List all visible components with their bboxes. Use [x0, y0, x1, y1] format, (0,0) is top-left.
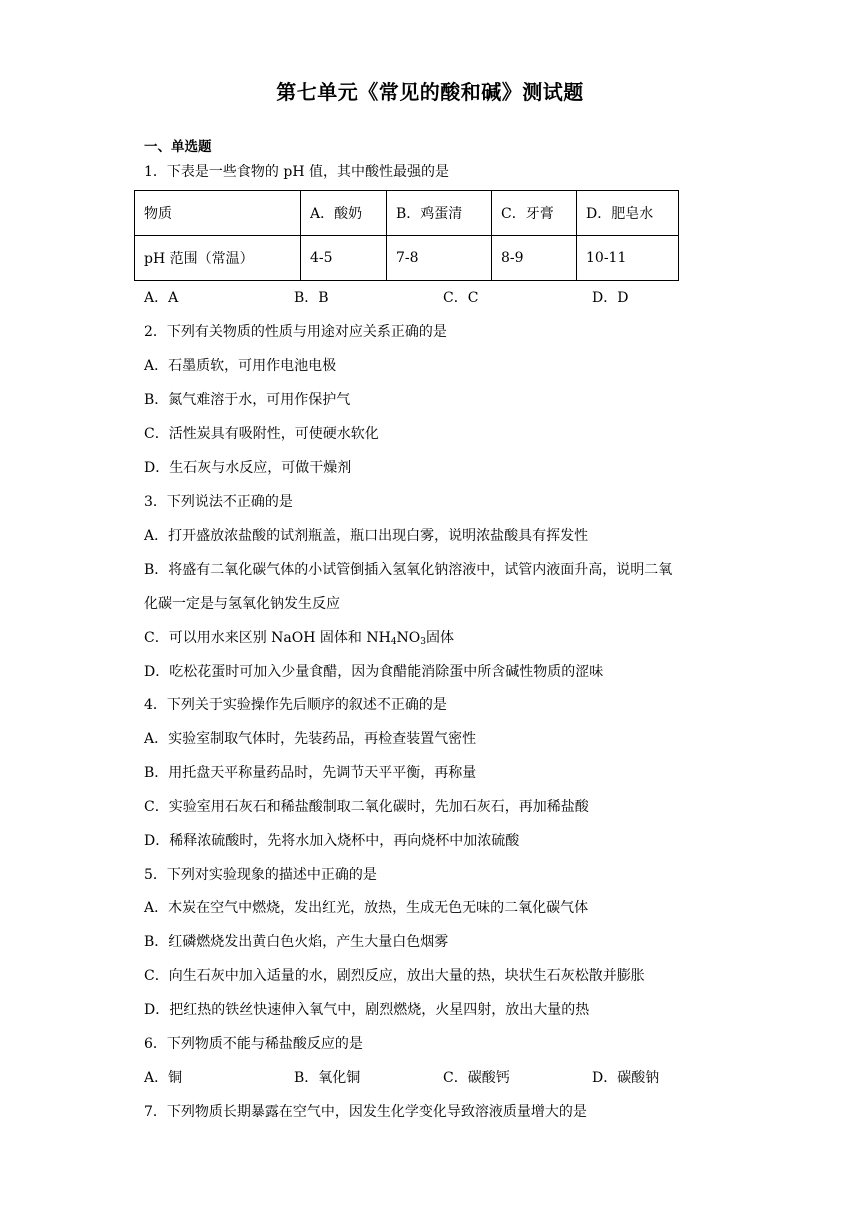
- question-4-stem: 4．下列关于实验操作先后顺序的叙述不正确的是: [144, 697, 447, 713]
- option-b: B．用托盘天平称量药品时，先调节天平平衡，再称量: [144, 765, 477, 781]
- option-c: C．向生石灰中加入适量的水，剧烈反应，放出大量的热，块状生石灰松散并膨胀: [144, 968, 645, 984]
- option-c: C．活性炭具有吸附性，可使硬水软化: [144, 426, 379, 442]
- option-c-text: NO: [396, 630, 421, 646]
- table-cell: B．鸡蛋清: [387, 191, 492, 236]
- question-1-options: [144, 289, 628, 307]
- question-2-stem: 2．下列有关物质的性质与用途对应关系正确的是: [144, 324, 447, 340]
- option-b: B．氧化铜: [294, 1070, 361, 1086]
- option-a: A．实验室制取气体时，先装药品，再检查装置气密性: [144, 731, 477, 747]
- table-cell: D．肥皂水: [577, 191, 679, 236]
- ph-table: [134, 190, 679, 281]
- option-d: D．D: [592, 290, 629, 306]
- option-c: C．碳酸钙: [443, 1070, 510, 1086]
- table-cell: C．牙膏: [492, 191, 577, 236]
- option-d: D．生石灰与水反应，可做干燥剂: [144, 460, 352, 476]
- option-a: A．木炭在空气中燃烧，发出红光，放热，生成无色无味的二氧化碳气体: [144, 900, 589, 916]
- option-d: D．稀释浓硫酸时，先将水加入烧杯中，再向烧杯中加浓硫酸: [144, 833, 520, 849]
- option-c: C．C: [443, 290, 479, 306]
- section-heading: 一、单选题: [144, 139, 212, 155]
- table-cell: 物质: [135, 191, 301, 236]
- question-6-stem: 6．下列物质不能与稀盐酸反应的是: [144, 1036, 363, 1052]
- page-title: 第七单元《常见的酸和碱》测试题: [276, 80, 584, 104]
- option-d: D．吃松花蛋时可加入少量食醋，因为食醋能消除蛋中所含碱性物质的涩味: [144, 664, 604, 680]
- option-b: B．红磷燃烧发出黄白色火焰，产生大量白色烟雾: [144, 934, 449, 950]
- table-row: [135, 236, 679, 281]
- option-b: B．氮气难溶于水，可用作保护气: [144, 392, 351, 408]
- table-row: [135, 191, 679, 236]
- question-3-stem: 3．下列说法不正确的是: [144, 494, 293, 510]
- question-6-options: [144, 1069, 659, 1087]
- question-1-stem: 1．下表是一些食物的 pH 值，其中酸性最强的是: [144, 164, 449, 180]
- question-7-stem: 7．下列物质长期暴露在空气中，因发生化学变化导致溶液质量增大的是: [144, 1104, 587, 1120]
- option-b-continued: 化碳一定是与氢氧化钠发生反应: [144, 596, 340, 612]
- table-cell: pH 范围（常温）: [135, 236, 301, 281]
- option-b: B．B: [294, 290, 329, 306]
- option-a: A．打开盛放浓盐酸的试剂瓶盖，瓶口出现白雾，说明浓盐酸具有挥发性: [144, 528, 589, 544]
- option-c-text: 固体: [426, 630, 455, 646]
- option-a: A．铜: [144, 1070, 183, 1086]
- table-cell: 7-8: [387, 236, 492, 281]
- option-c-text: C．可以用水来区别 NaOH 固体和 NH: [144, 630, 391, 646]
- option-c: [144, 629, 454, 647]
- table-cell: A．酸奶: [301, 191, 387, 236]
- subscript: 3: [420, 637, 427, 647]
- option-a: A．A: [144, 290, 179, 306]
- table-cell: 8-9: [492, 236, 577, 281]
- option-d: D．碳酸钠: [592, 1070, 660, 1086]
- option-d: D．把红热的铁丝快速伸入氧气中，剧烈燃烧，火星四射，放出大量的热: [144, 1002, 590, 1018]
- option-b: B．将盛有二氧化碳气体的小试管倒插入氢氧化钠溶液中，试管内液面升高，说明二氧: [144, 562, 673, 578]
- option-c: C．实验室用石灰石和稀盐酸制取二氧化碳时，先加石灰石，再加稀盐酸: [144, 799, 589, 815]
- table-cell: 4-5: [301, 236, 387, 281]
- question-5-stem: 5．下列对实验现象的描述中正确的是: [144, 867, 377, 883]
- subscript: 4: [390, 637, 397, 647]
- table-cell: 10-11: [577, 236, 679, 281]
- option-a: A．石墨质软，可用作电池电极: [144, 358, 337, 374]
